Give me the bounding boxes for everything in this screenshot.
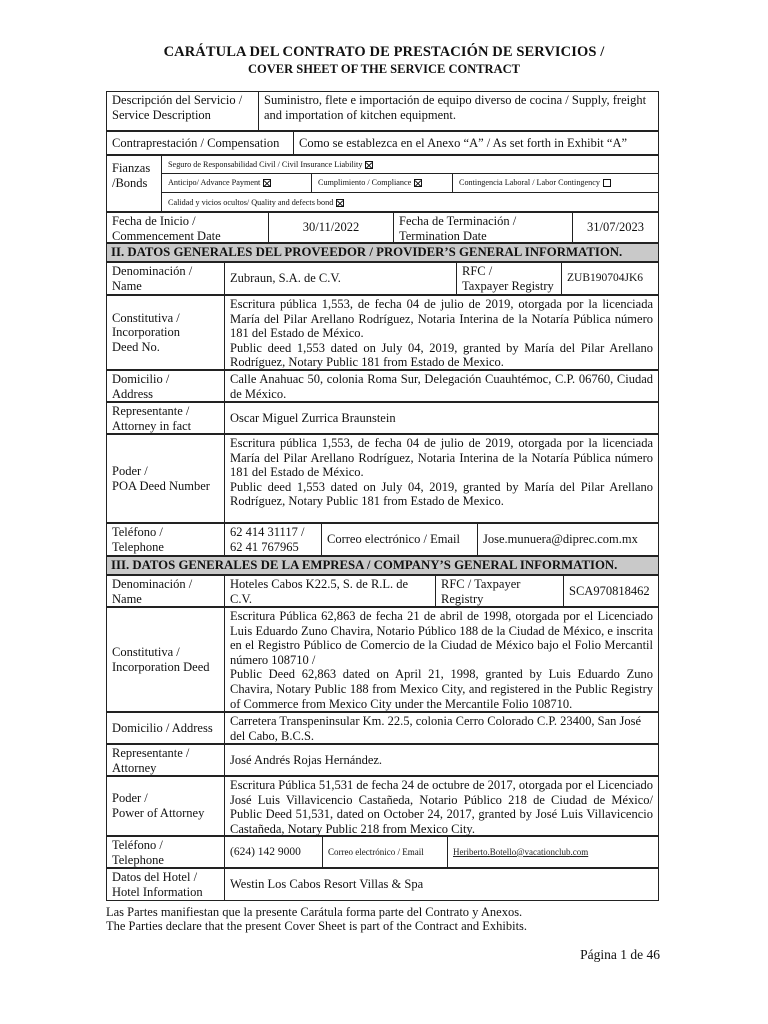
page-number: Página 1 de 46 (580, 947, 660, 962)
company-name-label: Denominación / Name (107, 576, 225, 607)
company-name-row (106, 575, 659, 607)
company-section-title: III. DATOS GENERALES DE LA EMPRESA / COMPANY’S GENERAL INFORMATION. (107, 557, 658, 575)
bond-option-civil-liability[interactable]: Seguro de Responsabilidad Civil / Civil Insurance Liability (162, 156, 658, 174)
provider-email-value[interactable]: Jose.munuera@diprec.com.mx (478, 524, 658, 556)
company-deed-label: Constitutiva / Incorporation Deed (107, 608, 225, 712)
termination-date-label: Fecha de Terminación / Termination Date (394, 213, 573, 243)
provider-rfc-label: RFC / Taxpayer Registry (457, 263, 562, 295)
company-address-value: Carretera Transpeninsular Km. 22.5, colonia Cerro Colorado C.P. 23400, San José del Cabo, B.C.S. (225, 713, 658, 744)
provider-poa-row (106, 434, 659, 523)
provider-name-label: Denominación / Name (107, 263, 225, 295)
company-poa-value: Escritura Pública 51,531 de fecha 24 de octubre de 2017, otorgada por el Licenciado José Luis Villavicencio Castañeda, Notario Público 218 de Ciudad de México/ Public Deed 51,531, dated on October 24, 2017, granted by José Luis Villavicencio Castañeda, Notary Public 218 from Mexico City. (225, 777, 658, 836)
company-phone-label: Teléfono / Telephone (107, 837, 225, 868)
provider-section-header (106, 243, 659, 262)
company-representative-label: Representante / Attorney (107, 745, 225, 776)
provider-address-label: Domicilio / Address (107, 371, 225, 402)
title-spanish: CARÁTULA DEL CONTRATO DE PRESTACIÓN DE SERVICIOS / (163, 44, 605, 60)
provider-phone-value: 62 414 31117 / 62 41 767965 (225, 524, 322, 556)
provider-poa-label: Poder / POA Deed Number (107, 435, 225, 523)
termination-date-value: 31/07/2023 (573, 213, 658, 243)
commencement-date-value: 30/11/2022 (269, 213, 394, 243)
company-poa-label: Poder / Power of Attorney (107, 777, 225, 836)
commencement-date-label: Fecha de Inicio / Commencement Date (107, 213, 269, 243)
provider-address-value: Calle Anahuac 50, colonia Roma Sur, Delegación Cuauhtémoc, C.P. 06760, Ciudad de México. (225, 371, 658, 402)
company-email-value[interactable] (448, 837, 658, 868)
hotel-info-value: Westin Los Cabos Resort Villas & Spa (230, 877, 424, 892)
provider-representative-value: Oscar Miguel Zurrica Braunstein (225, 403, 658, 434)
bonds-label: Fianzas /Bonds (107, 156, 162, 212)
checkbox-checked-icon[interactable] (336, 199, 344, 207)
company-email-link[interactable]: Heriberto.Botello@vacationclub.com (453, 846, 589, 857)
bond-option-labor-contingency[interactable]: Contingencia Laboral / Labor Contingency (453, 174, 658, 193)
cover-sheet-table (106, 91, 659, 901)
provider-deed-label: Constitutiva / Incorporation Deed No. (107, 296, 225, 370)
bond-option-quality-defects[interactable]: Calidad y vicios ocultos/ Quality and defects bond (162, 193, 658, 212)
company-phone-value: (624) 142 9000 (225, 837, 323, 868)
company-poa-row (106, 776, 659, 836)
provider-name-value: Zubraun, S.A. de C.V. (225, 263, 457, 295)
provider-deed-row (106, 295, 659, 370)
company-email-label: Correo electrónico / Email (323, 837, 448, 868)
checkbox-checked-icon[interactable] (414, 179, 422, 187)
provider-phone-label: Teléfono / Telephone (107, 524, 225, 556)
footer-line-spanish: Las Partes manifiestan que la presente Carátula forma parte del Contrato y Anexos. (106, 905, 523, 919)
provider-poa-value: Escritura pública 1,553, de fecha 04 de julio de 2019, otorgada por la licenciada María del Pilar Arellano Rodríguez, Notaria Interina de la Notaría Pública número 181 del Estado de México. Public deed 1,553 dated on July 04, 2019, granted by María del Pilar Arellano Rodríguez, Notary Public 181 from Estado de Mexico. (225, 435, 658, 523)
provider-address-row (106, 370, 659, 402)
service-description-row (106, 91, 659, 131)
provider-rfc-value: ZUB190704JK6 (562, 263, 658, 295)
title-english: COVER SHEET OF THE SERVICE CONTRACT (248, 62, 520, 76)
compensation-label: Contraprestación / Compensation (107, 132, 294, 155)
company-contact-row (106, 836, 659, 868)
company-rfc-value: SCA970818462 (564, 576, 658, 607)
bonds-row (106, 155, 659, 212)
service-description-label: Descripción del Servicio / Service Description (107, 92, 259, 131)
checkbox-checked-icon[interactable] (365, 161, 373, 169)
footer-declaration (106, 905, 666, 933)
company-address-row (106, 712, 659, 744)
company-representative-row (106, 744, 659, 776)
dates-row (106, 212, 659, 243)
checkbox-unchecked-icon[interactable] (603, 179, 611, 187)
company-representative-value: José Andrés Rojas Hernández. (225, 745, 658, 776)
provider-section-title: II. DATOS GENERALES DEL PROVEEDOR / PROVIDER’S GENERAL INFORMATION. (107, 244, 658, 262)
compensation-row (106, 131, 659, 155)
checkbox-checked-icon[interactable] (263, 179, 271, 187)
bonds-options (162, 156, 658, 212)
hotel-info-row (106, 868, 659, 901)
footer-line-english: The Parties declare that the present Cover Sheet is part of the Contract and Exhibits. (106, 919, 528, 933)
provider-name-row (106, 262, 659, 295)
provider-email-label: Correo electrónico / Email (322, 524, 478, 556)
provider-representative-label: Representante / Attorney in fact (107, 403, 225, 434)
company-section-header (106, 556, 659, 575)
provider-contact-row (106, 523, 659, 556)
company-rfc-label: RFC / Taxpayer Registry (436, 576, 564, 607)
bond-option-compliance[interactable]: Cumplimiento / Compliance (312, 174, 453, 193)
document-title (0, 44, 768, 77)
company-deed-value: Escritura Pública 62,863 de fecha 21 de abril de 1998, otorgada por el Licenciado Luis Eduardo Zuno Chavira, Notario Público 188 de la Ciudad de México, e inscrita en el Registro Público de Comercio de la Ciudad de México bajo el Folio Mercantil número 108710 / Public Deed 62,863 dated on April 21, 1998, granted by Luis Eduardo Zuno Chavira, Notary Public 188 from Mexico City, and registered in the Public Registry of Commerce from Mexico City under the Mercantile Folio 108710. (225, 608, 658, 712)
company-name-value: Hoteles Cabos K22.5, S. de R.L. de C.V. (225, 576, 436, 607)
provider-deed-value: Escritura pública 1,553, de fecha 04 de julio de 2019, otorgada por la licenciada María del Pilar Arellano Rodríguez, Notaria Interina de la Notaría Pública número 181 del Estado de México. Public deed 1,553 dated on July 04, 2019, granted by María del Pilar Arellano Rodríguez, Notary Public 181 from Estado de Mexico. (225, 296, 658, 370)
provider-representative-row (106, 402, 659, 434)
service-description-value: Suministro, flete e importación de equipo diverso de cocina / Supply, freight and importation of kitchen equipment. (259, 92, 658, 131)
bond-option-advance-payment[interactable]: Anticipo/ Advance Payment (162, 174, 312, 193)
hotel-info-label: Datos del Hotel / Hotel Information (107, 869, 225, 900)
company-deed-row (106, 607, 659, 712)
compensation-value: Como se establezca en el Anexo “A” / As set forth in Exhibit “A” (294, 132, 658, 155)
company-address-label: Domicilio / Address (107, 713, 225, 744)
